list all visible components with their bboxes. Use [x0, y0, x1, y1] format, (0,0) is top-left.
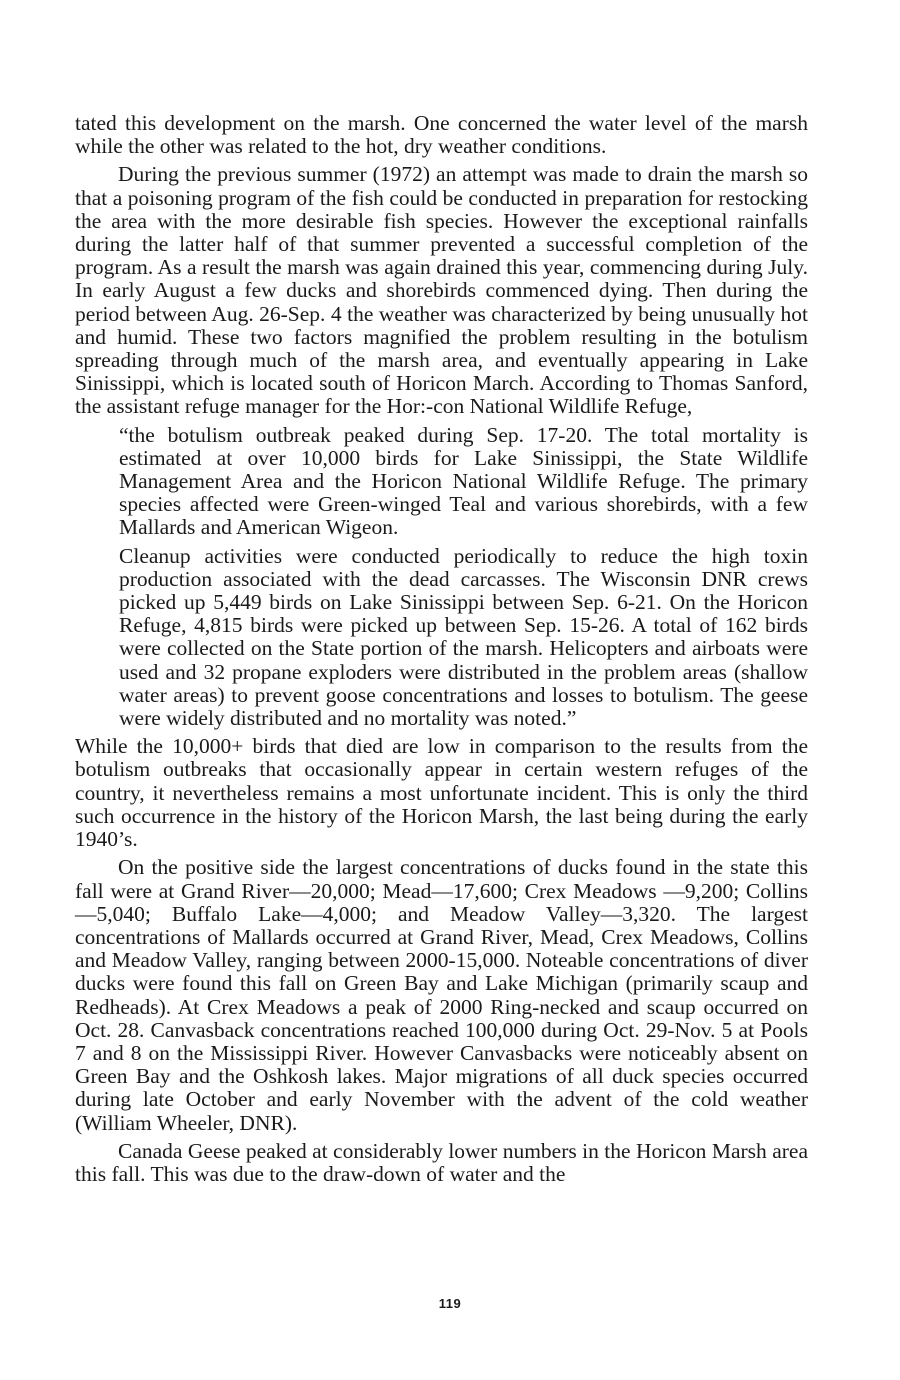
paragraph-continuation: tated this development on the marsh. One concerned the water level of the marsh while the other was related to the hot, dry weather conditions. [75, 111, 808, 159]
paragraph-mortality-comparison: While the 10,000+ birds that died are low in comparison to the results from the botulism outbreaks that occasionally appear in certain western refuges of the country, it nevertheless remains a most unfortunate incident. This is only the third such occurrence in the history of the Horicon Marsh, the last being during the early 1940’s. [75, 734, 808, 852]
page-body [75, 112, 808, 1191]
page-number: 119 [438, 1296, 462, 1311]
quote-cleanup-activities: Cleanup activities were conducted periodically to reduce the high toxin production associated with the dead carcasses. The Wisconsin DNR crews picked up 5,449 birds on Lake Sinissippi between Sep. 6-21. On the Horicon Refuge, 4,815 birds were picked up between Sep. 15-26. A total of 162 birds were collected on the State portion of the marsh. Helicopters and airboats were used and 32 propane exploders were distributed in the problem areas (shallow water areas) to prevent goose concentrations and losses to botulism. The geese were widely distributed and no mortality was noted.” [119, 543, 808, 731]
paragraph-marsh-drainage: During the previous summer (1972) an attempt was made to drain the marsh so that a poisoning program of the fish could be conducted in preparation for restocking the area with the more desirable fish species. However the exceptional rainfalls during the latter half of that summer prevented a successful completion of the program. As a result the marsh was again drained this year, commencing during July. In early August a few ducks and shorebirds commenced dying. Then during the period between Aug. 26-Sep. 4 the weather was characterized by being unusually hot and humid. These two factors magnified the problem resulting in the botulism spreading through much of the marsh area, and eventually appearing in Lake Sinissippi, which is located south of Horicon March. According to Thomas Sanford, the assistant refuge manager for the Hor:-con National Wildlife Refuge, [75, 162, 808, 419]
paragraph-duck-concentrations: On the positive side the largest concentrations of ducks found in the state this fall were at Grand River—20,000; Mead—17,600; Crex Meadows —9,200; Collins—5,040; Buffalo Lake—4,000; and Meadow Valley—3,320. The largest concentrations of Mallards occurred at Grand River, Mead, Crex Meadows, Collins and Meadow Valley, ranging between 2000-15,000. Noteable concentrations of diver ducks were found this fall on Green Bay and Lake Michigan (primarily scaup and Redheads). At Crex Meadows a peak of 2000 Ring-necked and scaup occurred on Oct. 28. Canvasback concentrations reached 100,000 during Oct. 29-Nov. 5 at Pools 7 and 8 on the Mississippi River. However Canvasbacks were noticeably absent on Green Bay and the Oshkosh lakes. Major migrations of all duck species occurred during late October and early November with the advent of the cold weather (William Wheeler, DNR). [75, 855, 808, 1135]
quote-botulism-outbreak: “the botulism outbreak peaked during Sep. 17-20. The total mortality is estimated at over 10,000 birds for Lake Sinissippi, the State Wildlife Management Area and the Horicon National Wildlife Refuge. The primary species affected were Green-winged Teal and various shorebirds, with a few Mallards and American Wigeon. [119, 422, 808, 540]
paragraph-canada-geese: Canada Geese peaked at considerably lower numbers in the Horicon Marsh area this fall. This was due to the draw-down of water and the [75, 1138, 808, 1186]
